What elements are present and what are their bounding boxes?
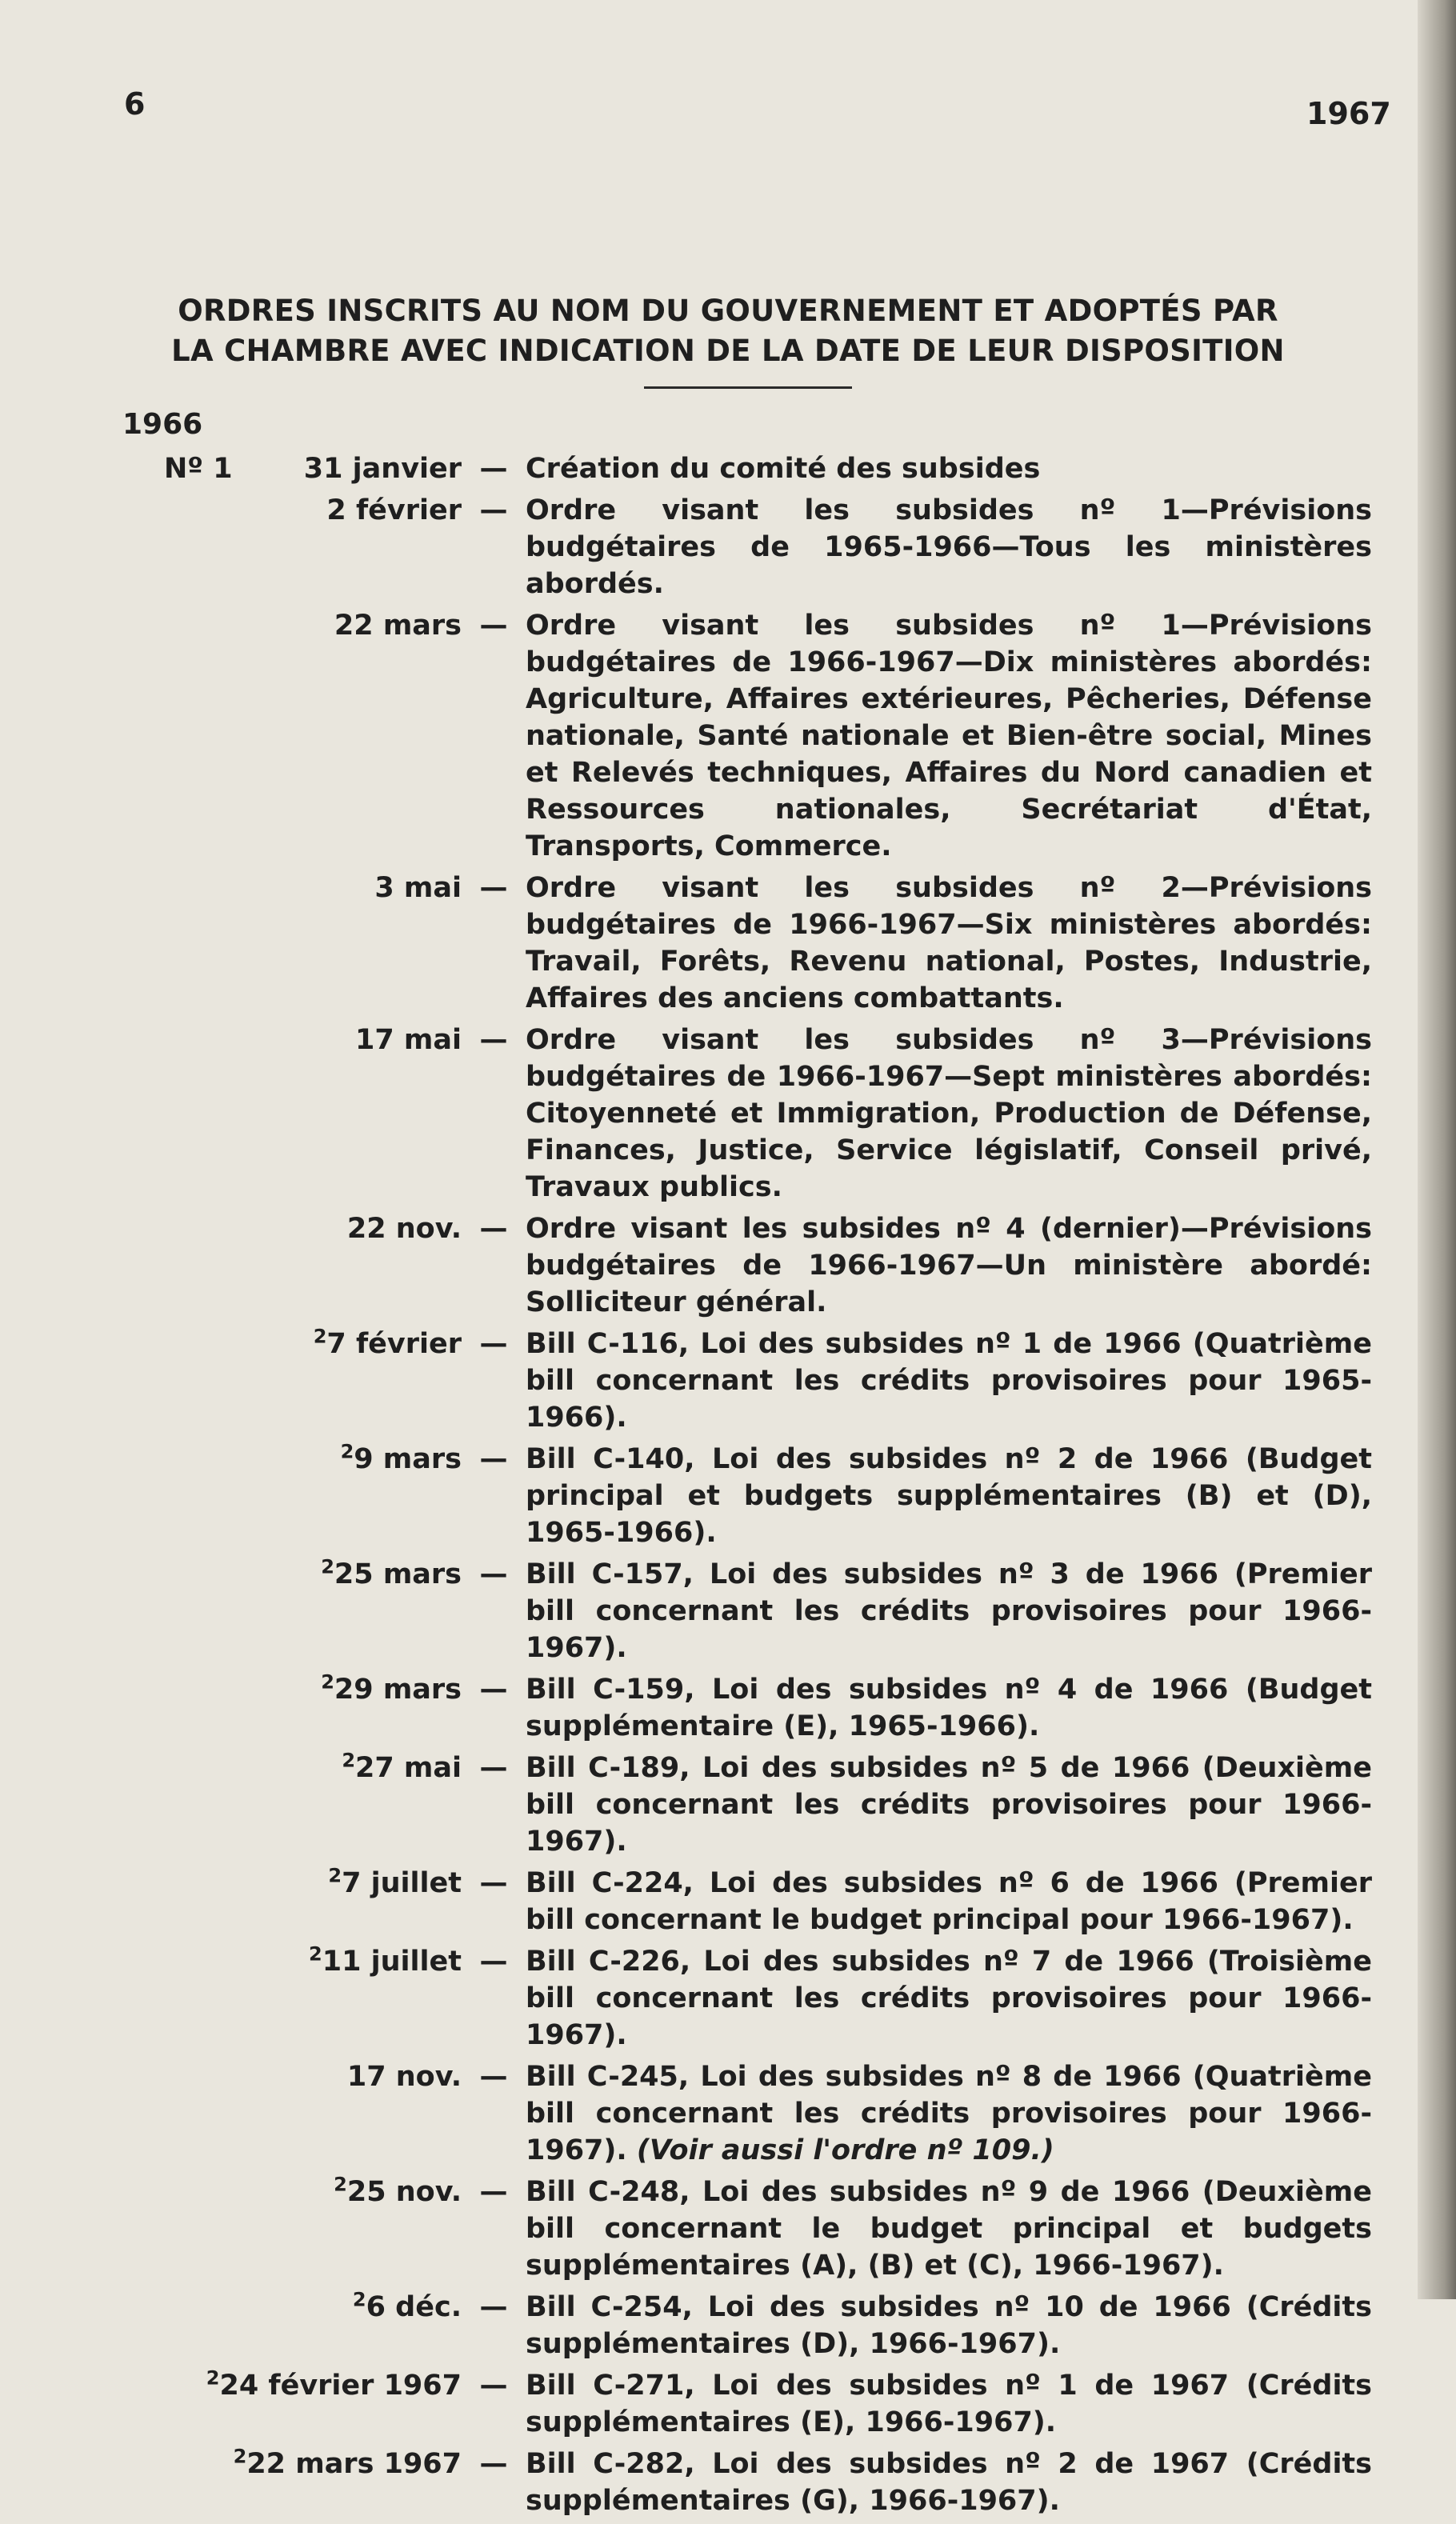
em-dash: — (479, 2291, 508, 2323)
order-date (206, 2367, 462, 2404)
order-description (526, 870, 1372, 1017)
order-description-text: Bill C-271, Loi des subsides nº 1 de 1967 (Crédits supplémentaires (E), 1966-1967). (526, 2370, 1372, 2438)
order-date (234, 2446, 462, 2482)
order-description-text: Création du comité des subsides (526, 453, 1041, 485)
footnote-ref: 2 (334, 2173, 347, 2196)
footnote-ref: 2 (328, 1864, 342, 1887)
order-description-text: Ordre visant les subsides nº 4 (dernier)—Prévisions budgétaires de 1966-1967—Un ministère abordé: Solliciteur général. (526, 1213, 1372, 1318)
order-description-text: Bill C-159, Loi des subsides nº 4 de 1966 (Budget supplémentaire (E), 1965-1966). (526, 1674, 1372, 1742)
order-date (334, 607, 462, 644)
order-entry (164, 870, 1372, 1017)
order-entry (164, 450, 1372, 487)
order-description (526, 1750, 1372, 1860)
order-description-text: Ordre visant les subsides nº 3—Prévisions budgétaires de 1966-1967—Sept ministères abordés: Citoyenneté et Immigration, Production de Défense, Finances, Justice, Service législatif, Conseil privé, Travaux publics. (526, 1024, 1372, 1203)
order-entry (164, 607, 1372, 865)
order-entry (164, 2446, 1372, 2519)
order-date-text: 31 janvier (303, 453, 462, 485)
order-date-text: 22 mars (334, 610, 462, 642)
order-description (526, 1326, 1372, 1436)
page-number: 6 (124, 86, 146, 122)
footnote-ref: 2 (233, 2445, 247, 2468)
order-date-text: 29 mars (334, 1674, 462, 1706)
em-dash: — (479, 453, 508, 485)
order-date-text: 17 mai (355, 1024, 462, 1056)
order-description-text: Bill C-248, Loi des subsides nº 9 de 1966 (Deuxième bill concernant le budget principal et budgets supplémentaires (A), (B) et (C), 1966-1967). (526, 2176, 1372, 2282)
em-dash: — (479, 1674, 508, 1706)
order-date (347, 2058, 462, 2095)
order-date (328, 1865, 462, 1902)
order-entry (164, 1441, 1372, 1551)
order-description (526, 2289, 1372, 2362)
order-date (347, 1210, 462, 1247)
order-list (164, 450, 1372, 2524)
footnote-ref: 2 (206, 2366, 220, 2390)
footnote-ref: 2 (340, 1440, 354, 1463)
order-entry (164, 1671, 1372, 1745)
order-entry (164, 1210, 1372, 1321)
order-entry (164, 1022, 1372, 1206)
order-entry (164, 2367, 1372, 2441)
order-date (353, 2289, 462, 2326)
page-edge-shadow (1418, 0, 1456, 2299)
footnote-ref: 2 (321, 1555, 334, 1578)
order-date (355, 1022, 462, 1058)
order-date (374, 870, 462, 906)
order-date (309, 1943, 462, 1980)
order-description (526, 1671, 1372, 1745)
em-dash: — (479, 1328, 508, 1360)
order-description (526, 1943, 1372, 2054)
order-description-text: Ordre visant les subsides nº 2—Prévisions budgétaires de 1966-1967—Six ministères abordés: Travail, Forêts, Revenu national, Postes, Industrie, Affaires des anciens combattants. (526, 872, 1372, 1014)
order-date (321, 1671, 462, 1708)
em-dash: — (479, 610, 508, 642)
order-entry (164, 2174, 1372, 2284)
em-dash: — (479, 1443, 508, 1475)
order-description (526, 450, 1372, 487)
order-description (526, 2367, 1372, 2441)
order-description (526, 607, 1372, 865)
em-dash: — (479, 1752, 508, 1784)
order-date-text: 9 mars (354, 1443, 462, 1475)
order-description-text: Ordre visant les subsides nº 1—Prévisions budgétaires de 1965-1966—Tous les ministères abordés. (526, 494, 1372, 600)
footnote-ref: 2 (309, 1942, 322, 1966)
page-heading: ORDRES INSCRITS AU NOM DU GOUVERNEMENT ET ADOPTÉS PAR LA CHAMBRE AVEC INDICATION DE LA DATE DE LEUR DISPOSITION (171, 294, 1285, 368)
em-dash: — (479, 872, 508, 904)
footnote-ref: 2 (342, 1749, 356, 1772)
em-dash: — (479, 1946, 508, 1978)
em-dash: — (479, 494, 508, 526)
order-description (526, 1441, 1372, 1551)
em-dash: — (479, 1867, 508, 1899)
order-description-text: Ordre visant les subsides nº 1—Prévisions budgétaires de 1966-1967—Dix ministères abordés: Agriculture, Affaires extérieures, Pêcheries, Défense nationale, Santé nationale et Bien-être social, Mines et Relevés techniques, Affaires du Nord canadien et Ressources nationales, Secrétariat d'État, Transports, Commerce. (526, 610, 1372, 862)
order-description (526, 2058, 1372, 2169)
order-description-text: Bill C-226, Loi des subsides nº 7 de 1966 (Troisième bill concernant les crédits provisoires pour 1966-1967). (526, 1946, 1372, 2051)
order-description-text: Bill C-116, Loi des subsides nº 1 de 1966 (Quatrième bill concernant les crédits provisoires pour 1965-1966). (526, 1328, 1372, 1434)
page-year: 1967 (1306, 96, 1391, 131)
order-entry (164, 1556, 1372, 1666)
order-date-text: 3 mai (374, 872, 462, 904)
order-number: Nº 1 (164, 453, 233, 485)
order-date-text: 25 nov. (346, 2176, 462, 2208)
footnote-ref: 2 (321, 1670, 334, 1694)
order-date-text: 11 juillet (322, 1946, 462, 1978)
em-dash: — (479, 2370, 508, 2402)
em-dash: — (479, 1024, 508, 1056)
order-description-text: Bill C-282, Loi des subsides nº 2 de 1967 (Crédits supplémentaires (G), 1966-1967). (526, 2448, 1372, 2517)
order-cross-reference: (Voir aussi l'ordre nº 109.) (636, 2134, 1054, 2166)
order-entry (164, 1750, 1372, 1860)
order-entry (164, 2058, 1372, 2169)
order-date-text: 22 nov. (346, 1213, 462, 1245)
order-entry (164, 1865, 1372, 1938)
order-description (526, 2174, 1372, 2284)
em-dash: — (479, 2448, 508, 2480)
order-description (526, 492, 1372, 602)
section-year: 1966 (122, 408, 203, 441)
order-date (341, 1441, 462, 1478)
heading-rule (644, 386, 852, 389)
order-date (326, 492, 462, 529)
order-date-text: 24 février 1967 (219, 2370, 462, 2402)
order-date-text: 25 mars (334, 1558, 462, 1590)
order-description-text: Bill C-224, Loi des subsides nº 6 de 1966 (Premier bill concernant le budget principal pour 1966-1967). (526, 1867, 1372, 1936)
order-description (526, 2446, 1372, 2519)
order-description-text: Bill C-254, Loi des subsides nº 10 de 1966 (Crédits supplémentaires (D), 1966-1967). (526, 2291, 1372, 2360)
order-date-text: 17 nov. (346, 2061, 462, 2093)
order-description-text: Bill C-245, Loi des subsides nº 8 de 1966 (Quatrième bill concernant les crédits provisoires pour 1966-1967). (526, 2061, 1372, 2166)
order-date (304, 450, 462, 487)
order-entry (164, 1326, 1372, 1436)
order-date (342, 1750, 462, 1786)
order-description (526, 1865, 1372, 1938)
order-date-text: 6 déc. (366, 2291, 462, 2323)
order-date-text: 22 mars 1967 (246, 2448, 462, 2480)
order-description-text: Bill C-157, Loi des subsides nº 3 de 1966 (Premier bill concernant les crédits provisoires pour 1966-1967). (526, 1558, 1372, 1664)
order-date (321, 1556, 462, 1593)
order-date-text: 7 juillet (342, 1867, 462, 1899)
order-entry (164, 1943, 1372, 2054)
order-entry (164, 2289, 1372, 2362)
order-date (314, 1326, 462, 1362)
em-dash: — (479, 2061, 508, 2093)
order-description (526, 1022, 1372, 1206)
order-date (334, 2174, 462, 2210)
footnote-ref: 2 (352, 2288, 366, 2311)
order-date-text: 7 février (326, 1328, 462, 1360)
em-dash: — (479, 1213, 508, 1245)
order-date-text: 2 février (326, 494, 462, 526)
order-description (526, 1210, 1372, 1321)
order-description (526, 1556, 1372, 1666)
order-date-text: 27 mai (355, 1752, 462, 1784)
em-dash: — (479, 2176, 508, 2208)
footnote-ref: 2 (313, 1325, 327, 1348)
order-description-text: Bill C-140, Loi des subsides nº 2 de 1966 (Budget principal et budgets supplémentaires (B) et (D), 1965-1966). (526, 1443, 1372, 1549)
order-description-text: Bill C-189, Loi des subsides nº 5 de 1966 (Deuxième bill concernant les crédits provisoires pour 1966-1967). (526, 1752, 1372, 1858)
em-dash: — (479, 1558, 508, 1590)
order-entry (164, 492, 1372, 602)
